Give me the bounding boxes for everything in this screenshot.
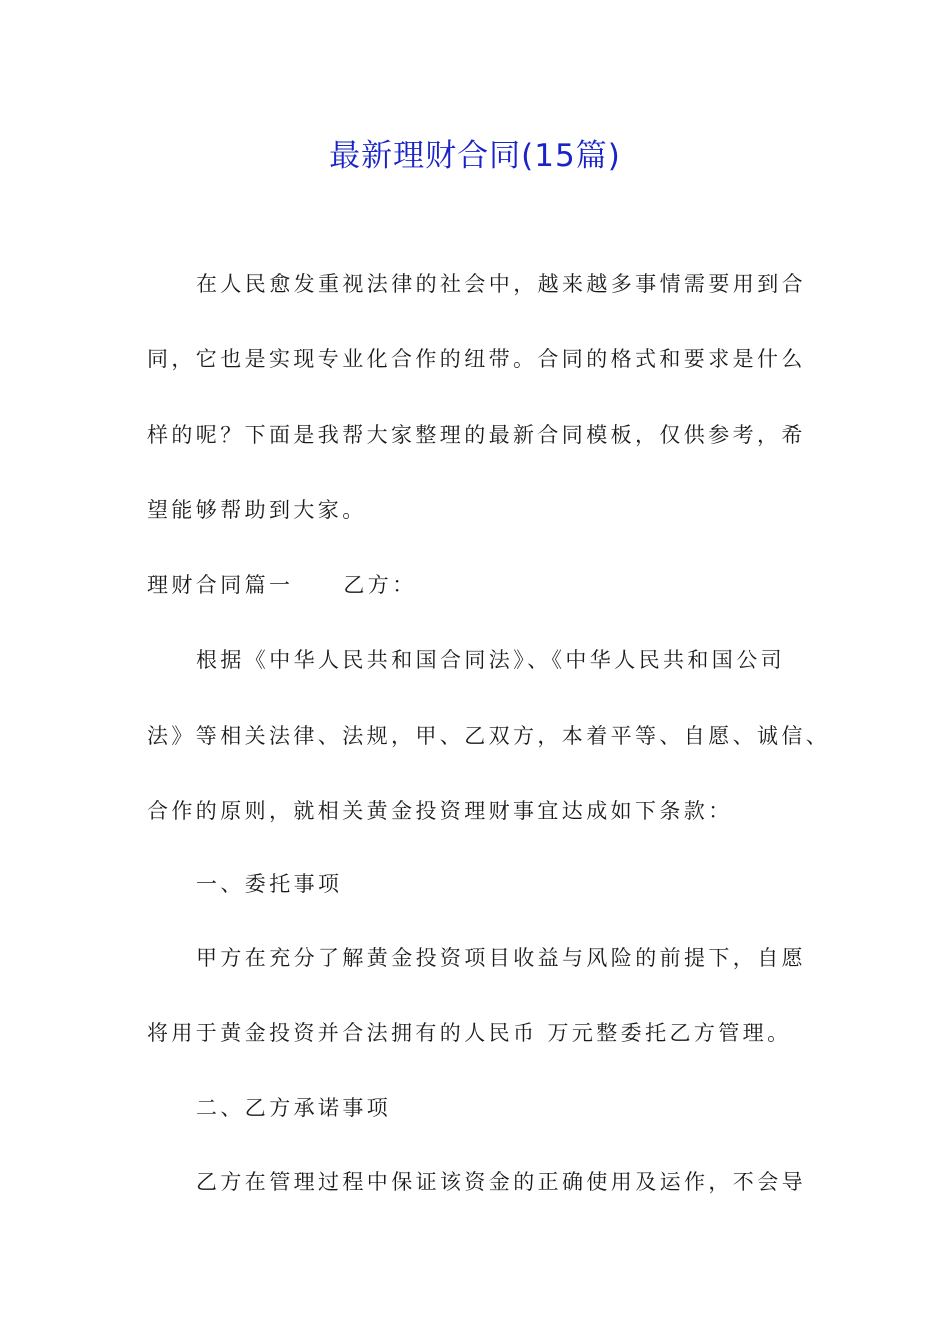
paragraph-line: 根据《中华人民共和国合同法》、《中华人民共和国公司 — [196, 648, 785, 672]
paragraph-line: 样的呢？下面是我帮大家整理的最新合同模板，仅供参考，希 — [147, 423, 806, 447]
section-heading-line — [147, 575, 417, 596]
paragraph-line: 合作的原则，就相关黄金投资理财事宜达成如下条款： — [147, 799, 733, 823]
paragraph-line: 同，它也是实现专业化合作的纽带。合同的格式和要求是什么 — [147, 347, 806, 371]
paragraph-line: 在人民愈发重视法律的社会中，越来越多事情需要用到合 — [196, 272, 806, 296]
document-title: 最新理财合同(15篇) — [329, 138, 621, 174]
paragraph-line: 法》等相关法律、法规，甲、乙双方，本着平等、自愿、诚信、 — [147, 724, 831, 748]
party-b-label: 乙方： — [343, 573, 417, 597]
clause-heading: 二、乙方承诺事项 — [196, 1096, 392, 1120]
paragraph-line: 甲方在充分了解黄金投资项目收益与风险的前提下，自愿 — [196, 946, 806, 970]
clause-heading: 一、委托事项 — [196, 872, 343, 896]
paragraph-line: 将用于黄金投资并合法拥有的人民币 万元整委托乙方管理。 — [147, 1021, 792, 1045]
paragraph-line: 乙方在管理过程中保证该资金的正确使用及运作，不会导 — [196, 1170, 806, 1194]
paragraph-line: 望能够帮助到大家。 — [147, 498, 367, 522]
section-title: 理财合同篇一 — [147, 573, 294, 597]
